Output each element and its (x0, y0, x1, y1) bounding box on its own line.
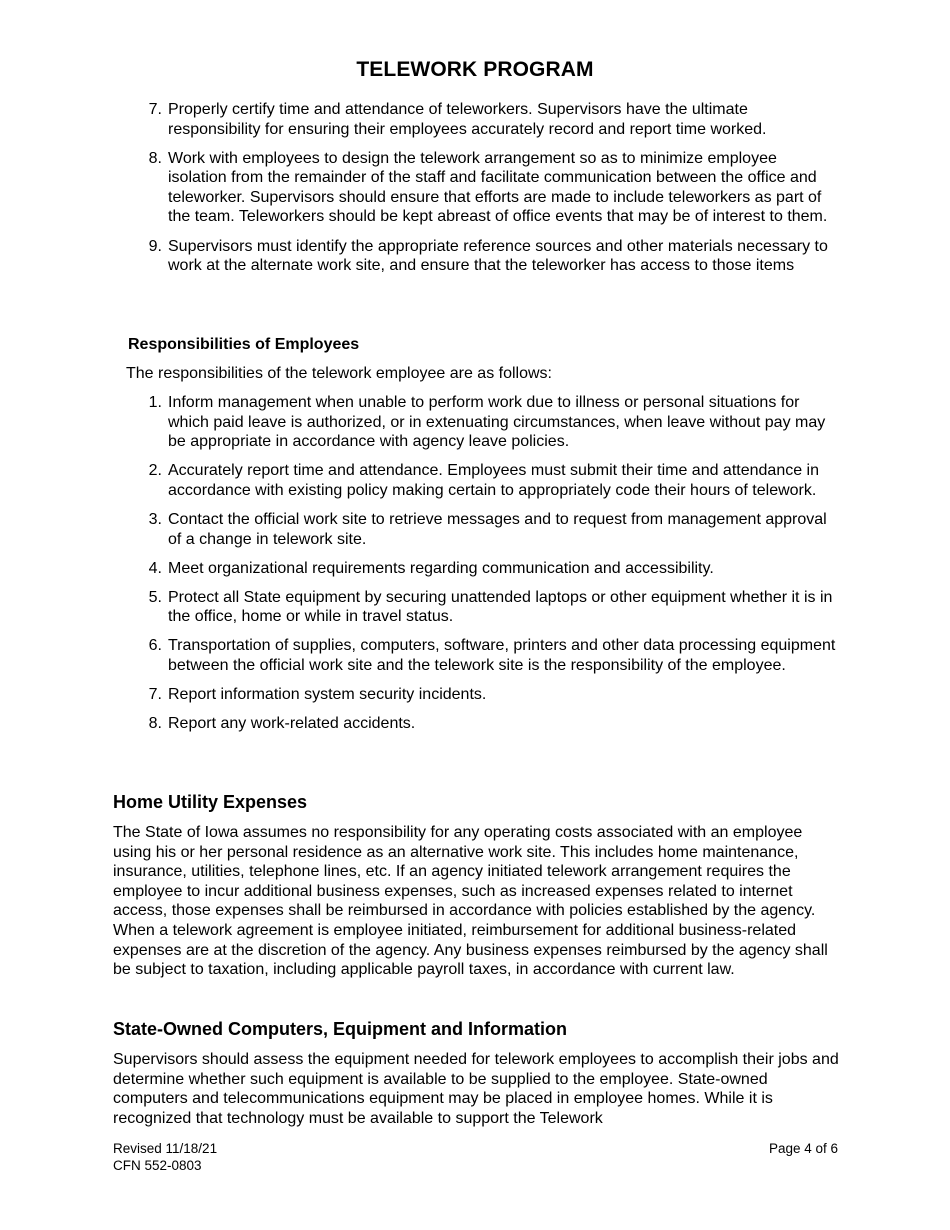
page-title: TELEWORK PROGRAM (356, 58, 594, 81)
footer-left (113, 1141, 217, 1175)
item-number: 8. (148, 715, 162, 733)
item-number: 5. (148, 588, 162, 606)
item-text: Report information system security incidents. (168, 686, 487, 704)
item-text: Meet organizational requirements regarding communication and accessibility. (168, 559, 714, 577)
list-item (128, 588, 838, 627)
item-text: Supervisors must identify the appropriate reference sources and other materials necessary to work at the alternate work site, and ensure that the teleworker has access to those items (168, 237, 828, 275)
list-item (128, 393, 838, 452)
item-text: Inform management when unable to perform work due to illness or personal situations for which paid leave is authorized, or in extenuating circumstances, when leave without pay may be appropriate in accordance with agency leave policies. (168, 394, 826, 451)
list-item (128, 685, 838, 705)
item-number: 3. (148, 510, 162, 528)
item-number: 4. (148, 559, 162, 577)
page-number: Page 4 of 6 (768, 1141, 838, 1156)
item-number: 9. (148, 237, 162, 255)
item-text: Protect all State equipment by securing unattended laptops or other equipment whether it is in the office, home or while in travel status. (168, 588, 833, 626)
supervisor-responsibilities-list (128, 100, 838, 285)
item-number: 1. (148, 394, 162, 411)
list-item (128, 149, 838, 227)
employees-heading: Responsibilities of Employees (128, 336, 360, 353)
list-item (128, 461, 838, 500)
list-item (128, 559, 838, 579)
employees-intro: The responsibilities of the telework employee are as follows: (126, 365, 552, 382)
list-item (128, 100, 838, 139)
state-owned-heading: State-Owned Computers, Equipment and Information (113, 1019, 568, 1039)
item-text: Work with employees to design the telework arrangement so as to minimize employee isolation from the remainder of the staff and facilitate communication between the office and teleworker. Supervisors should ensure that efforts are made to include teleworkers as part of the team. Teleworkers should be kept abreast of office events that may be of interest to them. (168, 149, 828, 226)
item-number: 7. (148, 686, 162, 704)
item-text: Report any work-related accidents. (168, 715, 416, 733)
item-number: 7. (148, 101, 162, 118)
revised-date: Revised 11/18/21 (113, 1141, 218, 1156)
list-item (128, 510, 838, 549)
item-number: 8. (148, 149, 162, 167)
employee-responsibilities-list (128, 393, 838, 743)
item-number: 6. (148, 637, 162, 655)
list-item (128, 636, 838, 675)
item-text: Transportation of supplies, computers, software, printers and other data processing equipment between the official work site and the telework site is the responsibility of the employee. (168, 637, 836, 675)
item-text: Properly certify time and attendance of teleworkers. Supervisors have the ultimate responsibility for ensuring their employees accurately record and report time worked. (168, 101, 767, 138)
home-utility-heading: Home Utility Expenses (113, 792, 308, 812)
item-text: Accurately report time and attendance. Employees must submit their time and attendance in accordance with existing policy making certain to appropriately code their hours of telework. (168, 462, 820, 499)
item-number: 2. (148, 462, 162, 480)
state-owned-paragraph: Supervisors should assess the equipment needed for telework employees to accomplish their jobs and determine whether such equipment is available to be supplied to the employee. State-owned computers and telecommunications equipment may be placed in employee homes. While it is recognized that technology must be available to support the Telework (113, 1051, 839, 1127)
item-text: Contact the official work site to retrieve messages and to request from management approval of a change in telework site. (168, 510, 827, 548)
home-utility-paragraph: The State of Iowa assumes no responsibility for any operating costs associated with an employee using his or her personal residence as an alternative work site. This includes home maintenance, insurance, utilities, telephone lines, etc. If an agency initiated telework arrangement requires the employee to incur additional business expenses, such as increased expenses related to internet access, those expenses shall be reimbursed in accordance with policies established by the agency. When a telework agreement is employee initiated, reimbursement for additional business-related expenses are at the discretion of the agency. Any business expenses reimbursed by the agency shall be subject to taxation, including applicable payroll taxes, in accordance with current law. (113, 824, 828, 979)
cfn-number: CFN 552-0803 (113, 1157, 202, 1173)
list-item (128, 714, 838, 734)
list-item (128, 237, 838, 276)
